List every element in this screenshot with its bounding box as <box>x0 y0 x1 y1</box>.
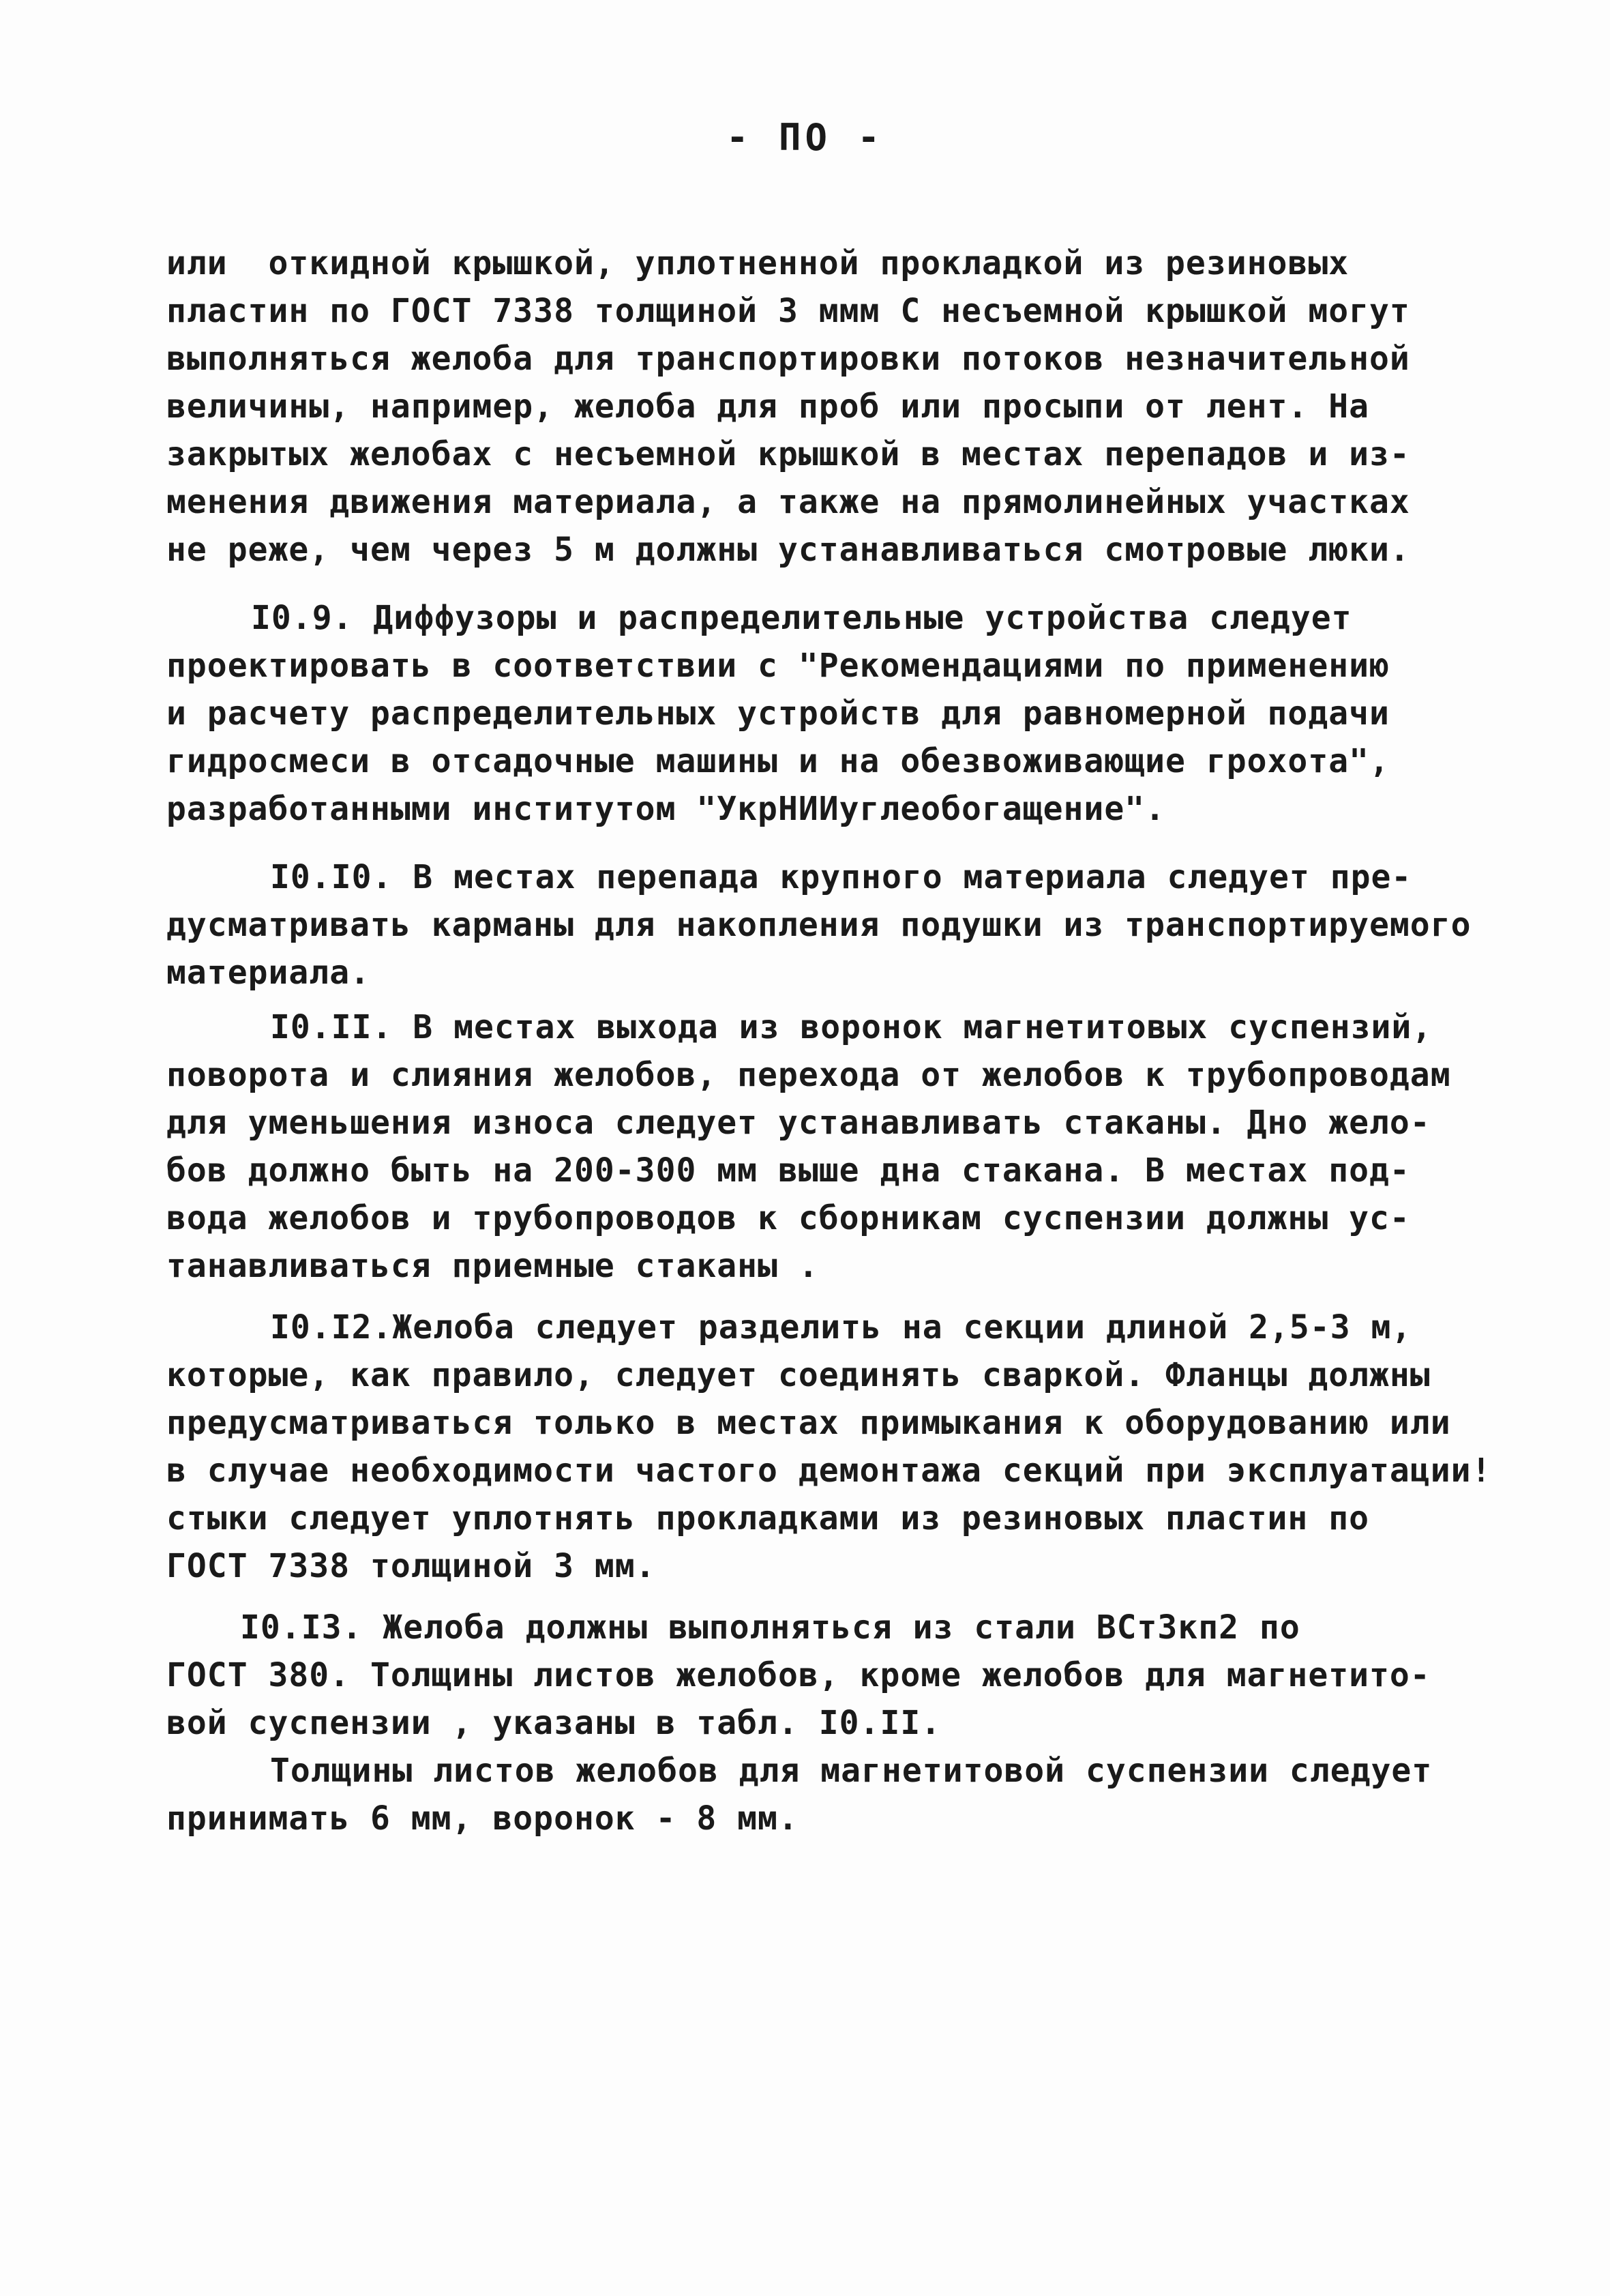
text-line: Толщины листов желобов для магнетитовой суспензии следует <box>270 1752 1433 1790</box>
text-line: I0.I2.Желоба следует разделить на секции длиной 2,5-3 м, <box>270 1308 1412 1346</box>
text-line: ГОСТ 380. Толщины листов желобов, кроме желобов для магнетито- <box>166 1656 1431 1694</box>
text-line: вода желобов и трубопроводов к сборникам суспензии должны ус- <box>166 1199 1410 1237</box>
text-line: проектировать в соответствии с "Рекомендациями по применению <box>166 647 1390 685</box>
page-number: - ПО - <box>726 116 884 159</box>
text-line: поворота и слияния желобов, перехода от желобов к трубопроводам <box>166 1056 1451 1094</box>
text-line: для уменьшения износа следует устанавливать стаканы. Дно жело- <box>166 1104 1431 1142</box>
text-line: I0.9. Диффузоры и распределительные устройства следует <box>251 599 1352 637</box>
text-line: пластин по ГОСТ 7338 толщиной 3 ммм С несъемной крышкой могут <box>166 292 1410 330</box>
text-line: материала. <box>166 954 370 992</box>
text-line: предусматриваться только в местах примыкания к оборудованию или <box>166 1404 1451 1442</box>
text-line: в случае необходимости частого демонтажа секций при эксплуатации! <box>166 1452 1492 1490</box>
text-line: или откидной крышкой, уплотненной прокладкой из резиновых <box>166 244 1350 282</box>
text-line: I0.I0. В местах перепада крупного материала следует пре- <box>270 858 1412 896</box>
text-line: закрытых желобах с несъемной крышкой в местах перепадов и из- <box>166 435 1410 473</box>
text-line: I0.I3. Желоба должны выполняться из стали ВСт3кп2 по <box>240 1608 1300 1647</box>
text-line: дусматривать карманы для накопления подушки из транспортируемого <box>166 906 1472 944</box>
text-line: ГОСТ 7338 толщиной 3 мм. <box>166 1547 656 1585</box>
text-line: не реже, чем через 5 м должны устанавливаться смотровые люки. <box>166 531 1410 569</box>
text-line: танавливаться приемные стаканы . <box>166 1247 819 1285</box>
text-line: вой суспензии , указаны в табл. I0.II. <box>166 1704 942 1742</box>
text-line: стыки следует уплотнять прокладками из резиновых пластин по <box>166 1499 1370 1537</box>
text-line: величины, например, желоба для проб или просыпи от лент. На <box>166 387 1370 426</box>
text-line: и расчету распределительных устройств для равномерной подачи <box>166 694 1390 733</box>
text-line: гидросмеси в отсадочные машины и на обезвоживающие грохота", <box>166 742 1390 780</box>
text-line: менения движения материала, а также на прямолинейных участках <box>166 483 1410 521</box>
text-line: бов должно быть на 200-300 мм выше дна стакана. В местах под- <box>166 1151 1410 1190</box>
text-line: разработанными институтом "УкрНИИуглеобогащение". <box>166 790 1166 828</box>
text-line: принимать 6 мм, воронок - 8 мм. <box>166 1799 799 1838</box>
text-line: выполняться желоба для транспортировки потоков незначительной <box>166 340 1410 378</box>
text-line: I0.II. В местах выхода из воронок магнетитовых суспензий, <box>270 1008 1433 1046</box>
text-line: которые, как правило, следует соединять сваркой. Фланцы должны <box>166 1356 1431 1394</box>
